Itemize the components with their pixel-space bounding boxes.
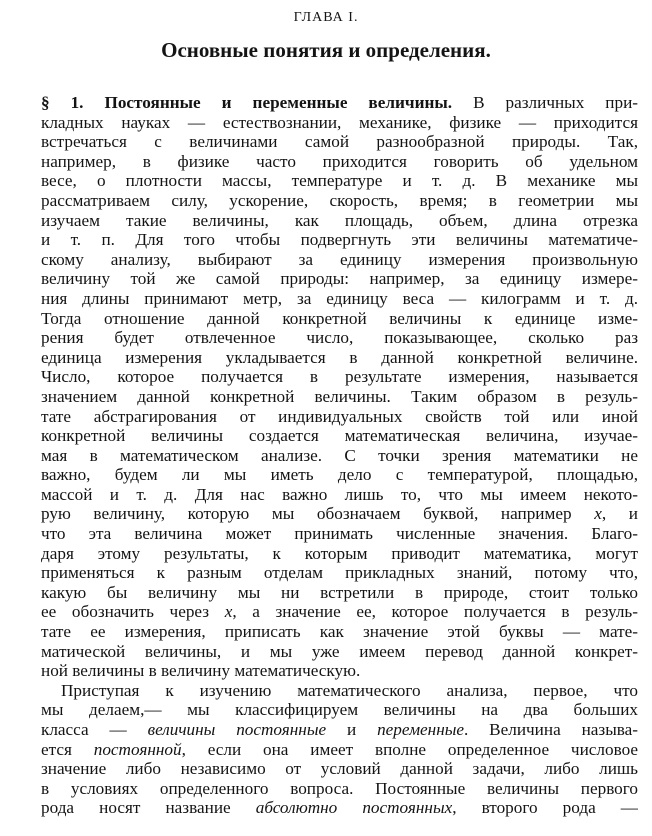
text-line: [41, 563, 638, 583]
text-run: мы делаем,— мы классифицируем величины на два больших: [41, 700, 638, 720]
text-line: [41, 779, 638, 799]
body-text: [41, 93, 638, 818]
text-run: массой и т. д. Для нас важно лишь то, что мы имеем некото-: [41, 484, 638, 504]
chapter-label: ГЛАВА I.: [293, 10, 359, 25]
section-heading: § 1. Постоянные и переменные величины.: [41, 93, 453, 112]
text-line: [41, 583, 638, 603]
text-line: [41, 740, 638, 760]
text-run: , и: [601, 504, 638, 524]
text-line: [41, 250, 638, 270]
text-line: [41, 661, 638, 681]
text-line: [41, 700, 638, 720]
text-line: [41, 152, 638, 172]
text-line: [41, 93, 638, 113]
text-run: класса —: [41, 720, 148, 739]
text-run: важно, будем ли мы иметь дело с температурой, площадью,: [41, 465, 638, 485]
text-run: например, в физике часто приходится говорить об удельном: [41, 151, 638, 171]
chapter-title: Основные понятия и определения.: [161, 38, 491, 62]
text-run: Число, которое получается в результате измерения, называется: [41, 367, 638, 387]
text-line: [41, 798, 638, 818]
text-run: В различных при-: [452, 93, 638, 112]
text-run: кладных науках — естествознании, механике, физике — приходится: [41, 112, 638, 132]
text-line: [41, 211, 638, 231]
text-run: , а значение ее, которое получается в резуль-: [232, 602, 638, 622]
text-line: [41, 289, 638, 309]
text-run: . Величина называ-: [464, 720, 638, 739]
text-line: [41, 642, 638, 662]
italic-term: переменные: [377, 720, 464, 739]
text-line: [41, 622, 638, 642]
text-run: Тогда отношение данной конкретной величины к единице изме-: [41, 308, 638, 328]
text-line: [41, 387, 638, 407]
text-run: применяться к разным отделам прикладных знаний, потому что,: [41, 563, 638, 583]
italic-term: x: [224, 602, 233, 622]
text-line: [41, 465, 638, 485]
italic-term: величины постоянные: [147, 720, 327, 739]
text-line: [41, 720, 638, 740]
text-line: [41, 348, 638, 368]
text-run: тате абстрагирования от индивидуальных свойств той или иной: [41, 406, 638, 426]
text-line: [41, 446, 638, 466]
italic-term: постоянной: [93, 739, 182, 759]
text-run: рения будет отвлеченное число, показывающее, сколько раз: [41, 328, 638, 348]
text-line: [41, 309, 638, 329]
italic-term: абсолютно постоянных: [255, 798, 453, 818]
text-line: [41, 524, 638, 544]
text-line: [41, 367, 638, 387]
text-run: , если она имеет вполне определенное числовое: [181, 739, 638, 759]
italic-term: x: [594, 504, 602, 524]
text-run: значение либо независимо от условий данной задачи, либо лишь: [41, 759, 638, 779]
text-line: [41, 328, 638, 348]
text-run: значением данной конкретной величины. Таким образом в резуль-: [41, 386, 638, 406]
text-run: Приступая к изучению математического анализа, первое, что: [61, 680, 638, 700]
text-line: [41, 230, 638, 250]
text-run: какую бы величину мы ни встретили в природе, стоит только: [41, 582, 638, 602]
text-line: [41, 681, 638, 701]
text-line: [41, 171, 638, 191]
text-run: рода носят название: [41, 798, 256, 818]
text-run: изучаем такие величины, как площадь, объем, длина отрезка: [41, 210, 638, 230]
text-line: [41, 269, 638, 289]
text-run: ния длины принимают метр, за единицу веса — килограмм и т. д.: [41, 288, 638, 308]
text-line: [41, 132, 638, 152]
text-run: встречаться с величинами самой разнообразной природы. Так,: [41, 132, 638, 152]
text-run: и: [326, 720, 378, 739]
text-run: тате ее измерения, приписать как значение этой буквы — мате-: [41, 622, 638, 642]
text-run: ее обозначить через: [41, 602, 225, 622]
text-run: в условиях определенного вопроса. Постоянные величины первого: [41, 778, 638, 798]
text-run: конкретной величины создается математическая величина, изучае-: [41, 426, 638, 446]
text-run: ется: [41, 739, 94, 759]
text-run: ной величины в величину математическую.: [41, 661, 361, 681]
text-run: единица измерения укладывается в данной конкретной величине.: [41, 347, 638, 367]
text-run: мая в математическом анализе. С точки зрения математики не: [41, 445, 638, 465]
text-line: [41, 191, 638, 211]
text-run: даря этому результаты, к которым приводит математика, могут: [41, 543, 638, 563]
text-run: весе, о плотности массы, температуре и т. д. В механике мы: [41, 171, 638, 191]
text-run: рую величину, которую мы обозначаем буквой, например: [41, 504, 595, 524]
text-line: [41, 407, 638, 427]
text-line: [41, 504, 638, 524]
text-run: и т. п. Для того чтобы подвергнуть эти величины математиче-: [41, 230, 638, 250]
text-line: [41, 485, 638, 505]
text-run: , второго рода —: [452, 798, 638, 818]
text-run: что эта величина может принимать численные значения. Благо-: [41, 524, 638, 544]
text-run: рассматриваем силу, ускорение, скорость, время; в геометрии мы: [41, 190, 638, 210]
text-line: [41, 759, 638, 779]
text-line: [41, 426, 638, 446]
text-line: [41, 602, 638, 622]
text-line: [41, 113, 638, 133]
text-run: матической величины, и мы уже имеем перевод данной конкрет-: [41, 641, 638, 661]
text-run: скому анализу, выбирают за единицу измерения произвольную: [41, 249, 638, 269]
text-line: [41, 544, 638, 564]
text-run: величину той же самой природы: например, за единицу измере-: [41, 269, 638, 289]
